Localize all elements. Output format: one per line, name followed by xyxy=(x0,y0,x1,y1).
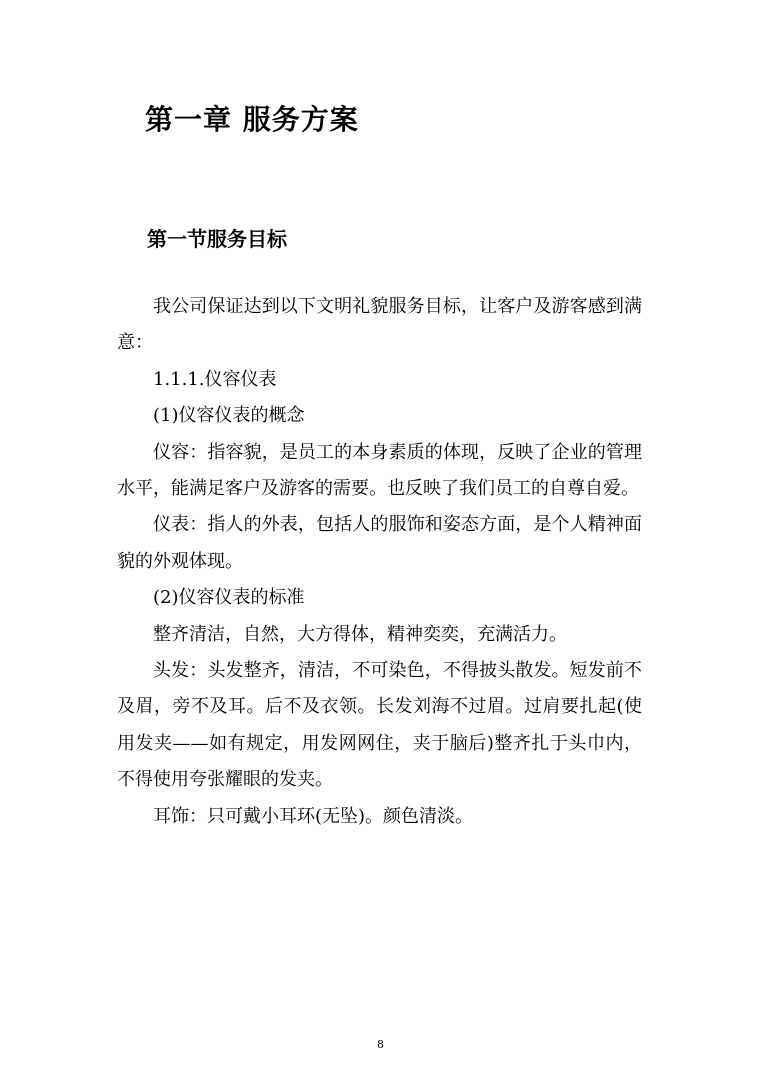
paragraph-concept-heading: (1)仪容仪表的概念 xyxy=(153,405,305,427)
body-text xyxy=(117,289,642,835)
section-title: 第一节服务目标 xyxy=(147,227,287,251)
paragraph-demeanor-definition: 仪表：指人的外表，包括人的服饰和姿态方面，是个人精神面貌的外观体现。 xyxy=(117,514,642,572)
paragraph-earring-standard: 耳饰：只可戴小耳环(无坠)。颜色清淡。 xyxy=(153,805,474,827)
page-number: 8 xyxy=(377,1038,384,1051)
paragraph-intro: 我公司保证达到以下文明礼貌服务目标，让客户及游客感到满意： xyxy=(117,296,642,354)
chapter-title: 第一章 服务方案 xyxy=(145,103,359,136)
paragraph-general-standard: 整齐清洁，自然，大方得体，精神奕奕，充满活力。 xyxy=(153,623,567,645)
paragraph-standard-heading: (2)仪容仪表的标准 xyxy=(153,587,305,609)
paragraph-appearance-definition: 仪容：指容貌，是员工的本身素质的体现，反映了企业的管理水平，能满足客户及游客的需要。也反映了我们员工的自尊自爱。 xyxy=(117,441,642,500)
paragraph-subheading-appearance: 1.1.1.仪容仪表 xyxy=(153,368,277,390)
paragraph-hair-standard: 头发：头发整齐，清洁，不可染色，不得披头散发。短发前不及眉，旁不及耳。后不及衣领。长发刘海不过眉。过肩要扎起(使用发夹——如有规定，用发网网住，夹于脑后)整齐扎于头巾内，不得使用夸张耀眼的发夹。 xyxy=(117,660,642,791)
